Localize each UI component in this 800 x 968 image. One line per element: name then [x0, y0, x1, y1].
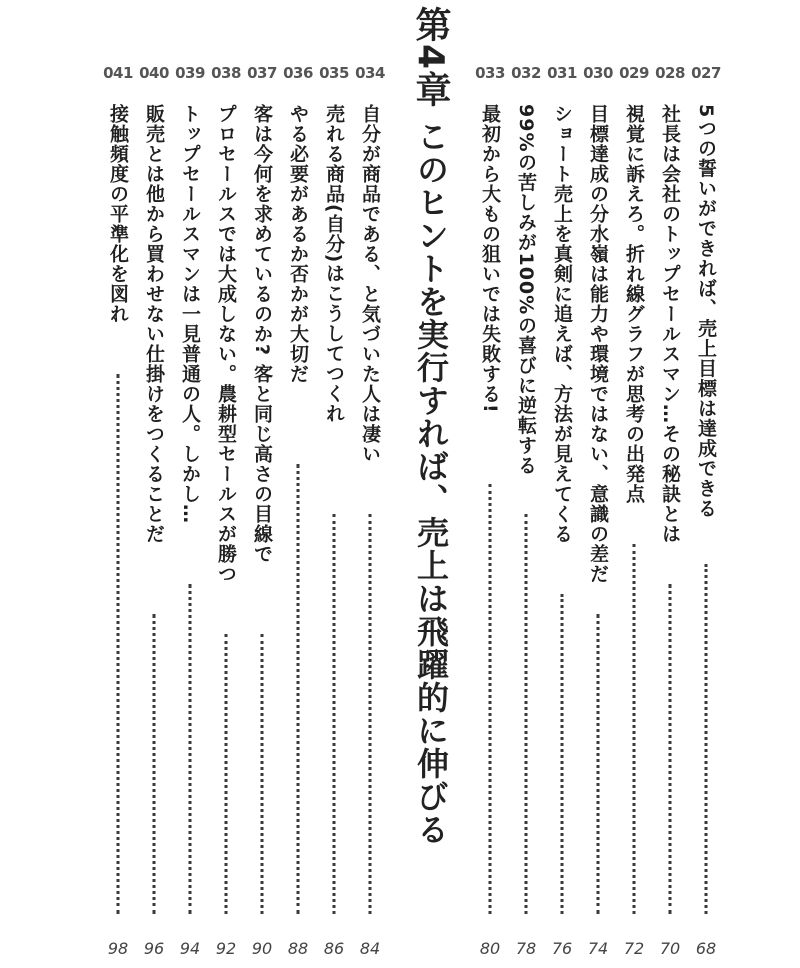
entry-page: 90 [251, 939, 273, 958]
dot-leader [117, 374, 120, 914]
toc-entry[interactable] [472, 60, 508, 960]
entry-title: 自分が商品である、と気づいた人は凄い [359, 104, 381, 464]
entry-page: 72 [623, 939, 645, 958]
entry-title: プロセールスでは大成しない。農耕型セールスが勝つ [215, 104, 237, 584]
entry-number: 031 [547, 64, 577, 82]
entry-title: 販売とは他から買わせない仕掛けをつくることだ [143, 104, 165, 544]
entry-page: 88 [287, 939, 309, 958]
entry-title: やる必要があるか否かが大切だ [287, 104, 309, 384]
entry-page: 76 [551, 939, 573, 958]
entry-page: 68 [695, 939, 717, 958]
entry-page: 84 [359, 939, 381, 958]
toc-entry[interactable] [244, 60, 280, 960]
dot-leader [153, 614, 156, 914]
entry-number: 029 [619, 64, 649, 82]
entry-number: 039 [175, 64, 205, 82]
dot-leader [489, 484, 492, 914]
dot-leader [525, 514, 528, 914]
chapter-label: 第4章 [410, 6, 451, 110]
dot-leader [705, 564, 708, 914]
entry-page: 94 [179, 939, 201, 958]
entry-title: 5つの誓いができれば、売上目標は達成できる [695, 104, 717, 519]
entry-number: 027 [691, 64, 721, 82]
entry-page: 70 [659, 939, 681, 958]
entry-number: 038 [211, 64, 241, 82]
dot-leader [669, 584, 672, 914]
toc-entry[interactable] [316, 60, 352, 960]
dot-leader [225, 634, 228, 914]
chapter-title: このヒントを実行すれば、売上は飛躍的に伸びる [412, 120, 450, 846]
toc-entry[interactable] [352, 60, 388, 960]
entry-number: 032 [511, 64, 541, 82]
entry-page: 86 [323, 939, 345, 958]
dot-leader [297, 464, 300, 914]
entry-title: ショート売上を真剣に追えば、方法が見えてくる [551, 104, 573, 544]
entry-title: 売れる商品(自分)はこうしてつくれ [323, 104, 345, 424]
toc-entry[interactable] [280, 60, 316, 960]
dot-leader [261, 634, 264, 914]
entry-page: 92 [215, 939, 237, 958]
toc-entry[interactable] [688, 60, 724, 960]
dot-leader [189, 584, 192, 914]
entry-page: 96 [143, 939, 165, 958]
entry-page: 80 [479, 939, 501, 958]
entry-number: 028 [655, 64, 685, 82]
entry-title: 接触頻度の平準化を図れ [107, 104, 129, 324]
entry-number: 037 [247, 64, 277, 82]
entry-number: 034 [355, 64, 385, 82]
entry-page: 78 [515, 939, 537, 958]
dot-leader [369, 514, 372, 914]
toc-entry[interactable] [208, 60, 244, 960]
entry-title: 社長は会社のトップセールスマン…その秘訣とは [659, 104, 681, 544]
toc-entry[interactable] [172, 60, 208, 960]
toc-entry[interactable] [616, 60, 652, 960]
entry-title: 目標達成の分水嶺は能力や環境ではない、意識の差だ [587, 104, 609, 584]
dot-leader [333, 514, 336, 914]
toc-entry[interactable] [508, 60, 544, 960]
entry-title: 視覚に訴えろ。折れ線グラフが思考の出発点 [623, 104, 645, 504]
entry-number: 036 [283, 64, 313, 82]
entry-page: 74 [587, 939, 609, 958]
entry-number: 035 [319, 64, 349, 82]
entry-number: 030 [583, 64, 613, 82]
entry-title: 99%の苦しみが100%の喜びに逆転する [515, 104, 537, 476]
toc-entry[interactable] [544, 60, 580, 960]
entry-number: 033 [475, 64, 505, 82]
entry-number: 041 [103, 64, 133, 82]
toc-entry[interactable] [100, 60, 136, 960]
entry-number: 040 [139, 64, 169, 82]
entry-title: 最初から大もの狙いでは失敗する! [479, 104, 501, 414]
entry-title: トップセールスマンは一見普通の人。しかし… [179, 104, 201, 524]
toc-entry[interactable] [580, 60, 616, 960]
dot-leader [597, 614, 600, 914]
entry-title: 客は今何を求めているのか? 客と同じ高さの目線で [251, 104, 273, 564]
toc-entry[interactable] [136, 60, 172, 960]
dot-leader [633, 544, 636, 914]
toc-entry[interactable] [652, 60, 688, 960]
entry-page: 98 [107, 939, 129, 958]
dot-leader [561, 594, 564, 914]
